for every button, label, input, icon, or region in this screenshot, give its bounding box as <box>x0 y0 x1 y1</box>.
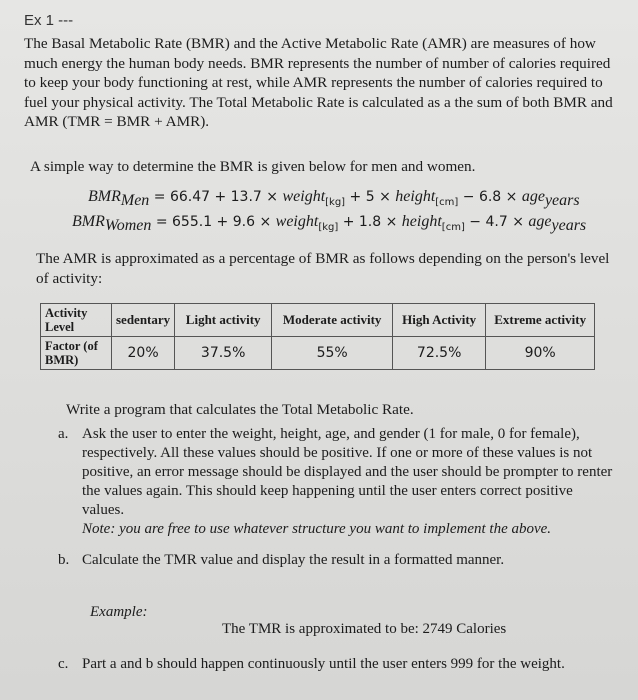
eq-lhs: BMR <box>88 188 121 205</box>
eq-height-sub: [cm] <box>441 221 465 233</box>
header-cell: Moderate activity <box>272 304 393 337</box>
bmr-women-equation <box>72 213 586 235</box>
steps-list <box>58 425 618 570</box>
eq-part: − 4.7 × <box>464 214 529 230</box>
eq-height-sub: [cm] <box>435 196 459 208</box>
eq-part: − 6.8 × <box>458 189 522 205</box>
activity-factor-table <box>40 303 595 370</box>
example-label: Example: <box>90 604 148 620</box>
eq-age-sub: years <box>551 216 587 234</box>
step-c-text: Part a and b should happen continuously until the user enters 999 for the weight. <box>82 656 565 672</box>
step-b <box>58 551 618 570</box>
factor-cell: 55% <box>272 337 393 370</box>
bmr-men-equation <box>88 188 580 210</box>
eq-weight: weight <box>275 213 319 230</box>
task-statement: Write a program that calculates the Total Metabolic Rate. <box>66 401 414 418</box>
example-output: The TMR is approximated to be: 2749 Calories <box>222 621 507 637</box>
eq-height: height <box>395 188 436 205</box>
amr-intro: The AMR is approximated as a percentage of BMR as follows depending on the person's level of activity: <box>36 250 610 287</box>
eq-weight-sub: [kg] <box>325 196 346 208</box>
eq-age: age <box>521 188 545 205</box>
table-row <box>41 304 595 337</box>
step-marker: a. <box>58 426 69 442</box>
intro-paragraph: The Basal Metabolic Rate (BMR) and the Active Metabolic Rate (AMR) are measures of how much energy the human body needs. BMR represents the number of number of calories required to keep your body functioning at rest, while AMR represents the number of calories required to fuel your physical activity. The Total Metabolic Rate is calculated as a the sum of both BMR and AMR (TMR = BMR + AMR). <box>24 35 613 130</box>
eq-part: = 66.47 + 13.7 × <box>149 189 283 205</box>
step-c <box>58 656 638 673</box>
factor-cell: 72.5% <box>393 337 486 370</box>
eq-part: + 5 × <box>345 189 396 205</box>
step-b-text: Calculate the TMR value and display the result in a formatted manner. <box>82 552 505 568</box>
eq-age-sub: years <box>544 191 580 209</box>
table-row <box>41 337 595 370</box>
eq-weight-sub: [kg] <box>318 221 339 233</box>
eq-height: height <box>401 213 442 230</box>
eq-weight: weight <box>282 188 326 205</box>
factor-cell: 37.5% <box>175 337 272 370</box>
header-cell: High Activity <box>393 304 486 337</box>
step-a-note: Note: you are free to use whatever structure you want to implement the above. <box>82 521 552 537</box>
eq-lhs-sub: Women <box>104 216 152 234</box>
eq-part: + 1.8 × <box>338 214 402 230</box>
row-label-activity: Activity Level <box>41 304 112 337</box>
eq-lhs-sub: Men <box>120 191 150 209</box>
exercise-title: Ex 1 --- <box>24 12 74 29</box>
eq-lhs: BMR <box>72 213 105 230</box>
eq-part: = 655.1 + 9.6 × <box>151 214 276 230</box>
header-cell: Extreme activity <box>486 304 595 337</box>
step-marker: c. <box>58 656 69 672</box>
row-label-factor: Factor (of BMR) <box>41 337 112 370</box>
step-c-item <box>58 656 638 673</box>
factor-cell: 20% <box>112 337 175 370</box>
bmr-intro: A simple way to determine the BMR is given below for men and women. <box>30 158 476 175</box>
header-cell: Light activity <box>175 304 272 337</box>
eq-age: age <box>528 213 552 230</box>
step-a <box>58 425 618 539</box>
step-a-text: Ask the user to enter the weight, height, age, and gender (1 for male, 0 for female), respectively. All these values should be positive. If one or more of these values is not positive, an error message should be displayed and the user should be prompter to renter the values again. This should keep happening until the user enters correct positive values. <box>82 426 613 518</box>
step-marker: b. <box>58 552 70 568</box>
header-cell: sedentary <box>112 304 175 337</box>
factor-cell: 90% <box>486 337 595 370</box>
